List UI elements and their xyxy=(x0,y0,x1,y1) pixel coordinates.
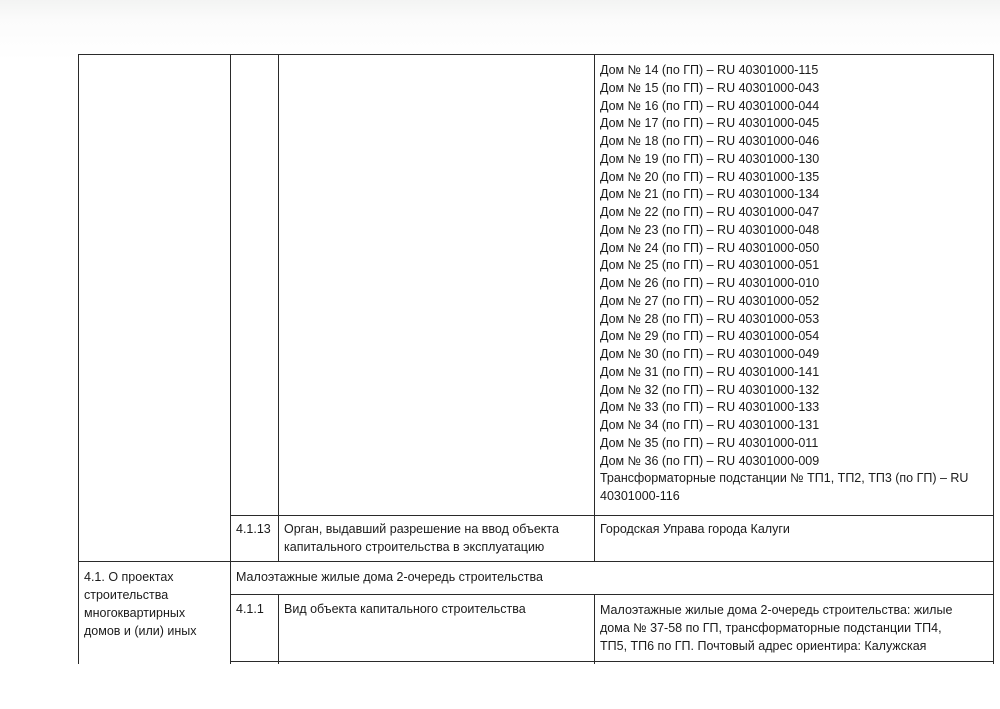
row-number-4-1-1: 4.1.1 xyxy=(236,602,264,616)
house-permit-line: Дом № 29 (по ГП) – RU 40301000-054 xyxy=(600,329,820,344)
house-permit-line: Дом № 22 (по ГП) – RU 40301000-047 xyxy=(600,205,820,219)
house-permit-line: Дом № 35 (по ГП) – RU 40301000-011 xyxy=(600,435,819,450)
substations-permit-number: 40301000-116 xyxy=(600,489,680,503)
row-label-4-1-13-cont: капитального строительства в эксплуатацию xyxy=(284,540,545,554)
house-permit-line: Дом № 24 (по ГП) – RU 40301000-050 xyxy=(600,240,820,255)
row-value-4-1-1: Малоэтажные жилые дома 2-очередь строительства: жилые xyxy=(600,603,953,617)
house-permit-line: Дом № 31 (по ГП) – RU 40301000-141 xyxy=(600,364,820,379)
house-permit-list xyxy=(600,62,990,470)
house-permit-line: Дом № 20 (по ГП) – RU 40301000-135 xyxy=(600,169,820,184)
row-value-4-1-1-line3: ТП5, ТП6 по ГП. Почтовый адрес ориентира: Калужская xyxy=(600,639,927,653)
row-number-4-1-13: 4.1.13 xyxy=(236,522,271,536)
house-permit-line: Дом № 27 (по ГП) – RU 40301000-052 xyxy=(600,293,820,308)
house-permit-line: Дом № 18 (по ГП) – RU 40301000-046 xyxy=(600,134,820,148)
house-permit-line: Дом № 30 (по ГП) – RU 40301000-049 xyxy=(600,347,820,361)
house-permit-line: Дом № 25 (по ГП) – RU 40301000-051 xyxy=(600,258,820,273)
house-permit-line: Дом № 19 (по ГП) – RU 40301000-130 xyxy=(600,151,820,166)
column-divider xyxy=(230,54,231,664)
column-divider xyxy=(278,594,279,664)
table-right-border xyxy=(993,54,994,664)
house-permit-line: Дом № 32 (по ГП) – RU 40301000-132 xyxy=(600,382,820,397)
row-label-4-1-1: Вид объекта капитального строительства xyxy=(284,602,526,616)
house-permit-line: Дом № 23 (по ГП) – RU 40301000-048 xyxy=(600,222,820,237)
table-left-border xyxy=(78,54,79,664)
row-divider xyxy=(230,515,994,516)
row-value-4-1-1-line2: дома № 37-58 по ГП, трансформаторные подстанции ТП4, xyxy=(600,621,942,635)
house-permit-line: Дом № 16 (по ГП) – RU 40301000-044 xyxy=(600,98,820,113)
house-permit-line: Дом № 14 (по ГП) – RU 40301000-115 xyxy=(600,63,819,77)
column-divider xyxy=(594,54,595,561)
section-heading-4-1: 4.1. О проектах xyxy=(84,570,174,584)
section-heading-4-1-line3: многоквартирных xyxy=(84,606,186,620)
house-permit-line: Дом № 15 (по ГП) – RU 40301000-043 xyxy=(600,80,820,95)
house-permit-line: Дом № 36 (по ГП) – RU 40301000-009 xyxy=(600,453,820,468)
row-divider xyxy=(78,561,994,562)
column-divider xyxy=(278,54,279,561)
house-permit-line: Дом № 34 (по ГП) – RU 40301000-131 xyxy=(600,418,820,432)
column-divider xyxy=(594,594,595,664)
house-permit-line: Дом № 21 (по ГП) – RU 40301000-134 xyxy=(600,187,820,202)
table-top-border xyxy=(78,54,994,55)
house-permit-line: Дом № 28 (по ГП) – RU 40301000-053 xyxy=(600,311,820,326)
row-divider xyxy=(230,594,994,595)
row-divider xyxy=(230,661,994,662)
stage-title: Малоэтажные жилые дома 2-очередь строительства xyxy=(236,570,543,584)
house-permit-line: Дом № 26 (по ГП) – RU 40301000-010 xyxy=(600,276,820,290)
row-label-4-1-13: Орган, выдавший разрешение на ввод объекта xyxy=(284,522,559,536)
house-permit-line: Дом № 17 (по ГП) – RU 40301000-045 xyxy=(600,116,820,131)
row-value-4-1-13: Городская Управа города Калуги xyxy=(600,522,790,536)
house-permit-line: Дом № 33 (по ГП) – RU 40301000-133 xyxy=(600,400,820,415)
substations-permit-line: Трансформаторные подстанции № ТП1, ТП2, ТП3 (по ГП) – RU xyxy=(600,471,969,485)
section-heading-4-1-line4: домов и (или) иных xyxy=(84,624,197,638)
section-heading-4-1-line2: строительства xyxy=(84,588,169,602)
